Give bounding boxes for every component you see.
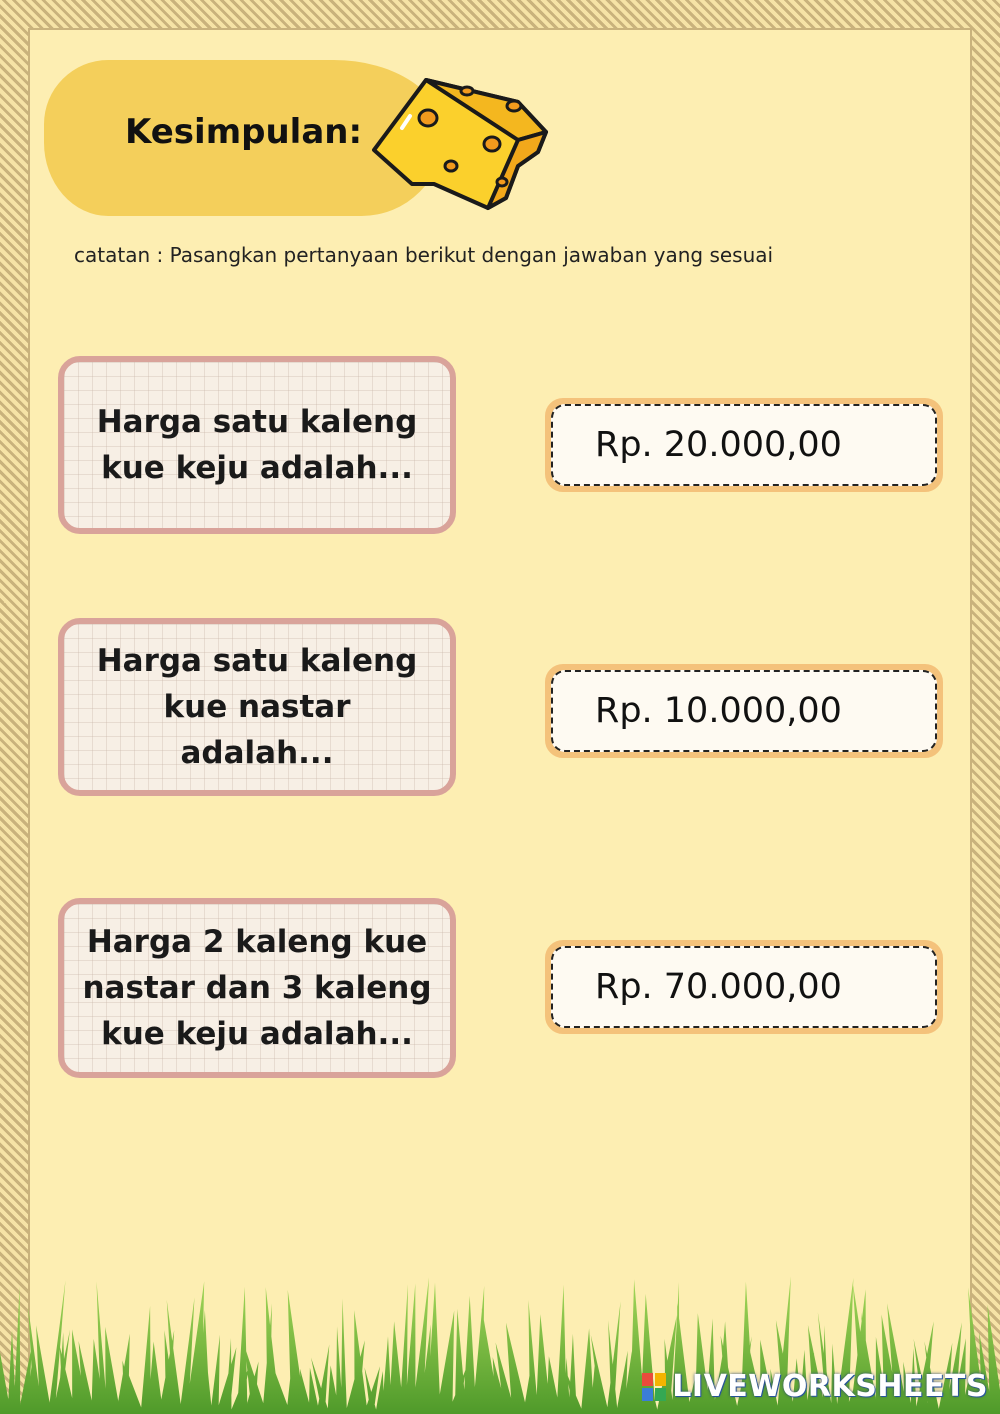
answer-text: Rp. 10.000,00 bbox=[595, 691, 842, 731]
brand-text: LIVEWORKSHEETS bbox=[672, 1369, 988, 1404]
question-text: Harga satu kaleng kue keju adalah... bbox=[96, 404, 418, 486]
question-card-1[interactable] bbox=[58, 356, 456, 534]
question-text: Harga 2 kaleng kue nastar dan 3 kaleng kue keju adalah... bbox=[82, 924, 432, 1052]
answer-card-3[interactable] bbox=[545, 940, 943, 1034]
answer-card-1[interactable] bbox=[545, 398, 943, 492]
page-title: Kesimpulan: bbox=[125, 112, 363, 152]
brand-watermark bbox=[642, 1369, 988, 1404]
question-text: Harga satu kaleng kue nastar adalah... bbox=[96, 643, 418, 771]
answer-text: Rp. 70.000,00 bbox=[595, 967, 842, 1007]
liveworksheets-logo-icon bbox=[642, 1373, 666, 1401]
answer-card-2[interactable] bbox=[545, 664, 943, 758]
answer-text: Rp. 20.000,00 bbox=[595, 425, 842, 465]
question-card-3[interactable] bbox=[58, 898, 456, 1078]
instruction-text: catatan : Pasangkan pertanyaan berikut dengan jawaban yang sesuai bbox=[74, 243, 774, 267]
question-card-2[interactable] bbox=[58, 618, 456, 796]
cheese-icon bbox=[368, 66, 554, 212]
